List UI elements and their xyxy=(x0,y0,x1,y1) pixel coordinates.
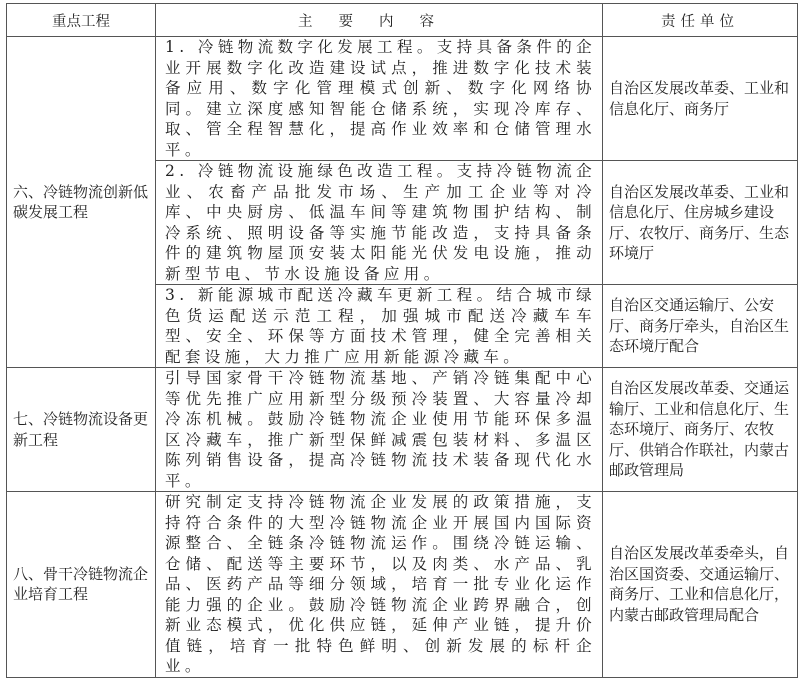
key-projects-table xyxy=(6,3,798,678)
unit-cell: 自治区交通运输厅、公安厅、商务厅牵头，自治区生态环境厅配合 xyxy=(603,285,798,368)
unit-cell: 自治区发展改革委牵头，自治区国资委、交通运输厅、商务厅、工业和信息化厅，内蒙古邮政管理局配合 xyxy=(603,492,798,678)
unit-cell: 自治区发展改革委、工业和信息化厅、住房城乡建设厅、农牧厅、商务厅、生态环境厅 xyxy=(603,161,798,285)
project-name: 七、冷链物流设备更新工程 xyxy=(7,368,156,492)
header-unit: 责任单位 xyxy=(603,4,798,37)
table-row xyxy=(7,37,798,161)
header-project: 重点工程 xyxy=(7,4,156,37)
project-name: 六、冷链物流创新低碳发展工程 xyxy=(7,37,156,368)
content-cell: 2. 冷链物流设施绿色改造工程。支持冷链物流企业、农畜产品批发市场、生产加工企业等对冷库、中央厨房、低温车间等建筑物围护结构、制冷系统、照明设备等实施节能改造，支持具备条件的建筑物屋顶安装太阳能光伏发电设施，推动新型节电、节水设施设备应用。 xyxy=(156,161,603,285)
table-row xyxy=(7,368,798,492)
table-row xyxy=(7,492,798,678)
content-cell: 1. 冷链物流数字化发展工程。支持具备条件的企业开展数字化改造建设试点，推进数字化技术装备应用、数字化管理模式创新、数字化网络协同。建立深度感知智能仓储系统，实现冷库存、取、管全程智慧化，提高作业效率和仓储管理水平。 xyxy=(156,37,603,161)
project-name: 八、骨干冷链物流企业培育工程 xyxy=(7,492,156,678)
header-row xyxy=(7,4,798,37)
unit-cell: 自治区发展改革委、工业和信息化厅、商务厅 xyxy=(603,37,798,161)
header-content: 主要内容 xyxy=(156,4,603,37)
unit-cell: 自治区发展改革委、交通运输厅、工业和信息化厅、生态环境厅、商务厅、农牧厅、供销合作联社，内蒙古邮政管理局 xyxy=(603,368,798,492)
content-cell: 3. 新能源城市配送冷藏车更新工程。结合城市绿色货运配送示范工程，加强城市配送冷藏车车型、安全、环保等方面技术管理，健全完善相关配套设施，大力推广应用新能源冷藏车。 xyxy=(156,285,603,368)
content-cell: 引导国家骨干冷链物流基地、产销冷链集配中心等优先推广应用新型分级预冷装置、大容量冷却冷冻机械。鼓励冷链物流企业使用节能环保多温区冷藏车，推广新型保鲜减震包装材料、多温区陈列销售设备，提高冷链物流技术装备现代化水平。 xyxy=(156,368,603,492)
content-cell: 研究制定支持冷链物流企业发展的政策措施，支持符合条件的大型冷链物流企业开展国内国际资源整合、全链条冷链物流运作。围绕冷链运输、仓储、配送等主要环节，以及肉类、水产品、乳品、医药产品等细分领域，培育一批专业化运作能力强的企业。鼓励冷链物流企业跨界融合，创新业态模式，优化供应链，延伸产业链，提升价值链，培育一批特色鲜明、创新发展的标杆企业。 xyxy=(156,492,603,678)
